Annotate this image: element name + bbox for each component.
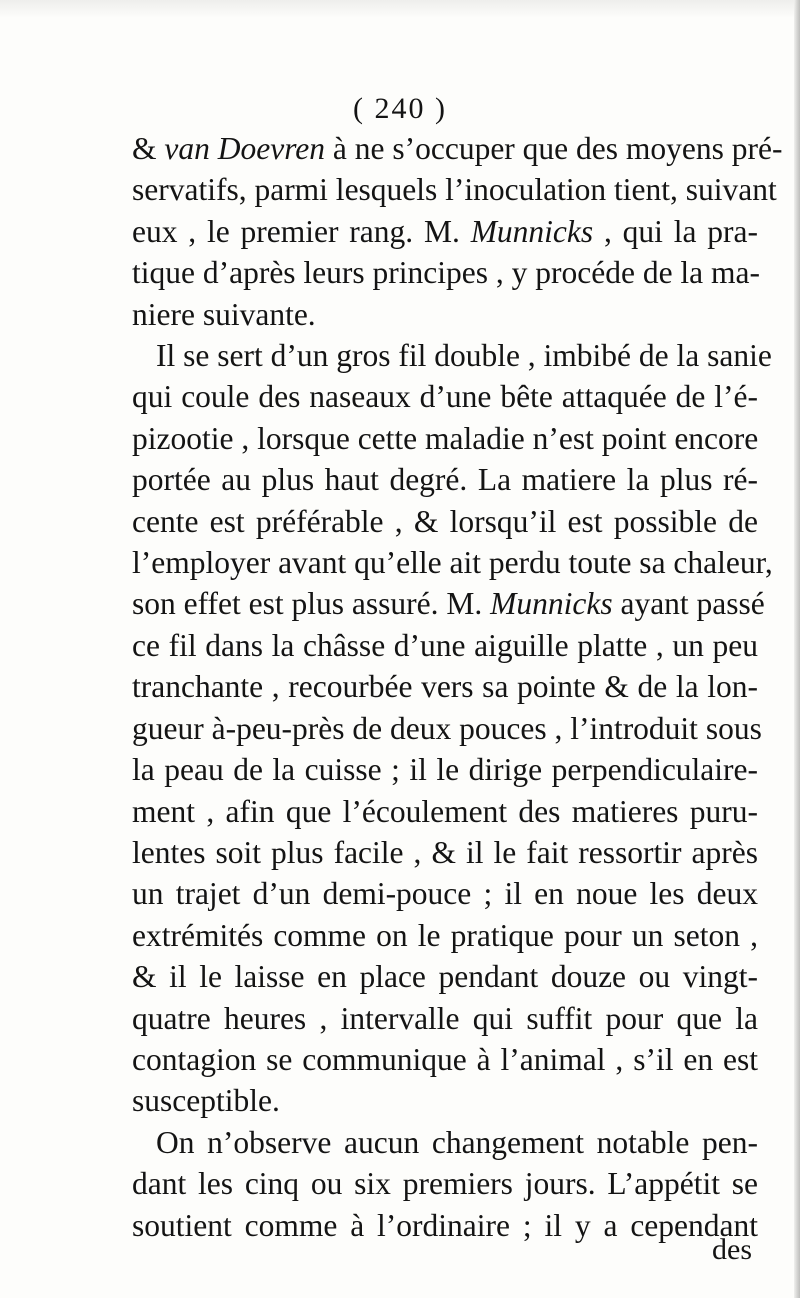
text-segment: , qui la pra- bbox=[593, 213, 759, 249]
text-line bbox=[132, 956, 758, 997]
text-segment: On n’observe aucun changement notable pen- bbox=[156, 1124, 758, 1160]
text-segment: un trajet d’un demi-pouce ; il en noue les deux bbox=[132, 876, 758, 912]
text-segment: eux , le premier rang. M. bbox=[132, 213, 471, 249]
paragraph bbox=[132, 128, 783, 335]
text-segment: & il le laisse en place pendant douze ou vingt- bbox=[132, 959, 758, 995]
text-segment: ment , afin que l’écoulement des matieres puru- bbox=[132, 793, 758, 829]
text-segment: quatre heures , intervalle qui suffit pour que la bbox=[132, 1000, 758, 1036]
text-segment: tranchante , recourbée vers sa pointe & de la lon- bbox=[132, 669, 758, 705]
text-line bbox=[132, 1039, 758, 1080]
text-segment: extrémités comme on le pratique pour un seton , bbox=[132, 917, 758, 953]
text-line bbox=[132, 1080, 758, 1121]
text-segment: gueur à-peu-près de deux pouces , l’introduit sous bbox=[132, 710, 762, 746]
text-segment: contagion se communique à l’animal , s’il en est bbox=[132, 1041, 758, 1077]
text-segment: ayant passé bbox=[612, 586, 765, 622]
italic-name: Munnicks bbox=[470, 213, 594, 249]
text-line bbox=[132, 501, 758, 542]
text-segment: pizootie , lorsque cette maladie n’est point encore bbox=[132, 420, 759, 456]
text-segment: son effet est plus assuré. M. bbox=[132, 586, 491, 622]
text-line bbox=[132, 1122, 758, 1163]
text-line bbox=[132, 252, 761, 293]
text-segment: lentes soit plus facile , & il le fait ressortir après bbox=[132, 834, 758, 870]
paragraph bbox=[132, 335, 773, 1122]
text-segment: ce fil dans la châsse d’une aiguille platte , un peu bbox=[132, 627, 758, 663]
text-segment: tique d’après leurs principes , y procéde de la ma- bbox=[132, 255, 761, 291]
page-number: ( 240 ) bbox=[353, 92, 447, 125]
text-line bbox=[132, 749, 758, 790]
italic-name: van Doevren bbox=[164, 131, 326, 166]
text-line bbox=[132, 1205, 758, 1246]
text-segment: soutient comme à l’ordinaire ; il y a cependant bbox=[132, 1207, 758, 1243]
catchword: des bbox=[712, 1233, 752, 1266]
text-segment: la peau de la cuisse ; il le dirige perpendiculaire- bbox=[132, 752, 758, 788]
text-segment: cente est préférable , & lorsqu’il est possible de bbox=[132, 503, 758, 539]
body-text bbox=[132, 128, 783, 1246]
text-line bbox=[132, 791, 758, 832]
text-line bbox=[132, 542, 773, 583]
text-line bbox=[132, 625, 758, 666]
text-line bbox=[132, 376, 758, 417]
text-segment: à ne s’occuper que des moyens pré- bbox=[325, 131, 783, 166]
text-line bbox=[132, 169, 777, 210]
text-segment: Il se sert d’un gros fil double , imbibé de la sanie bbox=[156, 338, 772, 374]
text-line bbox=[132, 418, 758, 459]
text-segment: servatifs, parmi lesquels l’inoculation tient, suivant bbox=[132, 172, 777, 208]
text-segment: & bbox=[132, 131, 165, 166]
text-segment: qui coule des naseaux d’une bête attaquée de l’é- bbox=[132, 379, 758, 415]
text-line bbox=[132, 832, 758, 873]
text-segment: niere suivante. bbox=[132, 296, 316, 332]
text-segment: portée au plus haut degré. La matiere la plus ré- bbox=[132, 462, 758, 498]
text-line bbox=[132, 294, 758, 335]
paragraph bbox=[132, 1122, 758, 1246]
text-line bbox=[132, 583, 765, 624]
text-line bbox=[132, 128, 783, 169]
text-line bbox=[132, 459, 758, 500]
text-line bbox=[132, 1163, 758, 1204]
text-segment: dant les cinq ou six premiers jours. L’appétit se bbox=[132, 1166, 758, 1202]
text-line bbox=[132, 915, 758, 956]
text-line bbox=[132, 998, 758, 1039]
scan-shadow-right bbox=[794, 0, 800, 1298]
text-line bbox=[132, 708, 762, 749]
scan-shadow-top bbox=[0, 0, 800, 18]
text-line bbox=[132, 211, 758, 252]
text-segment: susceptible. bbox=[132, 1083, 280, 1119]
text-line bbox=[132, 335, 772, 376]
text-line bbox=[132, 666, 758, 707]
text-segment: l’employer avant qu’elle ait perdu toute sa chaleur, bbox=[132, 545, 773, 581]
italic-name: Munnicks bbox=[490, 586, 613, 622]
text-line bbox=[132, 873, 758, 914]
